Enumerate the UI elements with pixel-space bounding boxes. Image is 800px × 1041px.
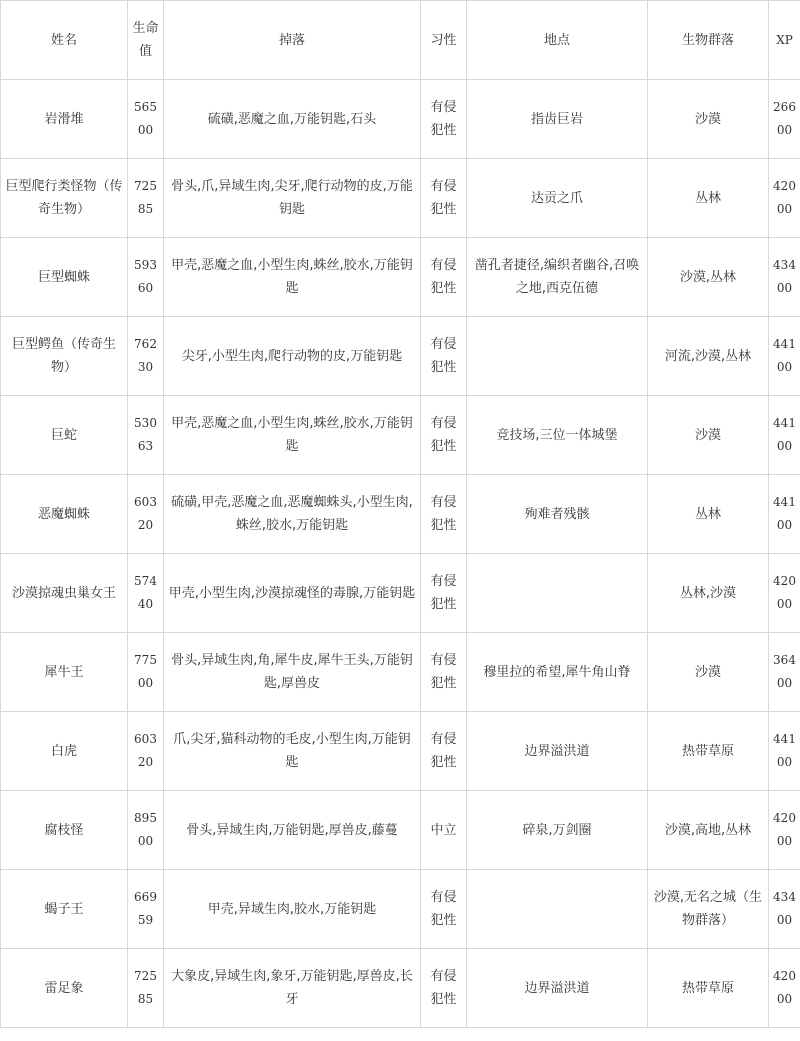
cell-xp: 42000 <box>769 949 800 1028</box>
cell-location <box>467 870 648 949</box>
cell-behavior: 有侵犯性 <box>421 633 467 712</box>
cell-drops: 骨头,异域生肉,万能钥匙,厚兽皮,藤蔓 <box>164 791 421 870</box>
cell-xp: 42000 <box>769 791 800 870</box>
table-row <box>1 238 800 317</box>
cell-xp: 42000 <box>769 159 800 238</box>
cell-biome: 沙漠,无名之城（生物群落） <box>648 870 769 949</box>
cell-hp: 60320 <box>128 475 164 554</box>
cell-hp: 66959 <box>128 870 164 949</box>
header-xp: XP <box>769 1 800 80</box>
table-body <box>1 80 800 1028</box>
cell-behavior: 有侵犯性 <box>421 712 467 791</box>
cell-name: 巨型蜘蛛 <box>1 238 128 317</box>
cell-hp: 59360 <box>128 238 164 317</box>
table-row <box>1 80 800 159</box>
header-behavior: 习性 <box>421 1 467 80</box>
cell-xp: 44100 <box>769 396 800 475</box>
cell-location: 凿孔者捷径,编织者幽谷,召唤之地,西克伍德 <box>467 238 648 317</box>
cell-xp: 43400 <box>769 238 800 317</box>
cell-biome: 沙漠 <box>648 633 769 712</box>
cell-name: 雷足象 <box>1 949 128 1028</box>
table-header <box>1 1 800 80</box>
cell-xp: 26600 <box>769 80 800 159</box>
cell-biome: 沙漠 <box>648 80 769 159</box>
cell-hp: 53063 <box>128 396 164 475</box>
table-row <box>1 554 800 633</box>
cell-drops: 骨头,爪,异域生肉,尖牙,爬行动物的皮,万能钥匙 <box>164 159 421 238</box>
cell-name: 蝎子王 <box>1 870 128 949</box>
table-row <box>1 475 800 554</box>
cell-location: 穆里拉的希望,犀牛角山脊 <box>467 633 648 712</box>
cell-biome: 丛林 <box>648 159 769 238</box>
cell-xp: 42000 <box>769 554 800 633</box>
cell-drops: 甲壳,恶魔之血,小型生肉,蛛丝,胶水,万能钥匙 <box>164 396 421 475</box>
cell-hp: 76230 <box>128 317 164 396</box>
header-name: 姓名 <box>1 1 128 80</box>
header-row <box>1 1 800 80</box>
header-drops: 掉落 <box>164 1 421 80</box>
cell-name: 白虎 <box>1 712 128 791</box>
cell-name: 腐枝怪 <box>1 791 128 870</box>
cell-biome: 沙漠,丛林 <box>648 238 769 317</box>
table-row <box>1 949 800 1028</box>
cell-behavior: 有侵犯性 <box>421 554 467 633</box>
cell-xp: 44100 <box>769 317 800 396</box>
cell-name: 犀牛王 <box>1 633 128 712</box>
cell-location <box>467 554 648 633</box>
cell-location: 达贡之爪 <box>467 159 648 238</box>
cell-drops: 尖牙,小型生肉,爬行动物的皮,万能钥匙 <box>164 317 421 396</box>
cell-behavior: 有侵犯性 <box>421 238 467 317</box>
cell-drops: 硫磺,甲壳,恶魔之血,恶魔蜘蛛头,小型生肉,蛛丝,胶水,万能钥匙 <box>164 475 421 554</box>
cell-hp: 56500 <box>128 80 164 159</box>
cell-name: 巨蛇 <box>1 396 128 475</box>
cell-biome: 河流,沙漠,丛林 <box>648 317 769 396</box>
cell-drops: 甲壳,小型生肉,沙漠掠魂怪的毒腺,万能钥匙 <box>164 554 421 633</box>
cell-drops: 骨头,异域生肉,角,犀牛皮,犀牛王头,万能钥匙,厚兽皮 <box>164 633 421 712</box>
cell-biome: 沙漠,高地,丛林 <box>648 791 769 870</box>
cell-location: 指齿巨岩 <box>467 80 648 159</box>
table-row <box>1 159 800 238</box>
cell-location: 殉难者残骸 <box>467 475 648 554</box>
table-row <box>1 791 800 870</box>
cell-xp: 36400 <box>769 633 800 712</box>
cell-behavior: 有侵犯性 <box>421 159 467 238</box>
cell-location: 边界溢洪道 <box>467 712 648 791</box>
cell-drops: 大象皮,异域生肉,象牙,万能钥匙,厚兽皮,长牙 <box>164 949 421 1028</box>
cell-drops: 甲壳,恶魔之血,小型生肉,蛛丝,胶水,万能钥匙 <box>164 238 421 317</box>
table-row <box>1 870 800 949</box>
cell-xp: 43400 <box>769 870 800 949</box>
cell-hp: 89500 <box>128 791 164 870</box>
cell-biome: 沙漠 <box>648 396 769 475</box>
header-hp: 生命值 <box>128 1 164 80</box>
header-location: 地点 <box>467 1 648 80</box>
cell-behavior: 有侵犯性 <box>421 949 467 1028</box>
cell-behavior: 有侵犯性 <box>421 475 467 554</box>
cell-biome: 丛林,沙漠 <box>648 554 769 633</box>
cell-drops: 爪,尖牙,猫科动物的毛皮,小型生肉,万能钥匙 <box>164 712 421 791</box>
table-row <box>1 396 800 475</box>
cell-hp: 72585 <box>128 949 164 1028</box>
cell-name: 巨型鳄鱼（传奇生物） <box>1 317 128 396</box>
cell-xp: 44100 <box>769 475 800 554</box>
cell-name: 恶魔蜘蛛 <box>1 475 128 554</box>
cell-name: 沙漠掠魂虫巢女王 <box>1 554 128 633</box>
cell-hp: 60320 <box>128 712 164 791</box>
cell-biome: 热带草原 <box>648 949 769 1028</box>
cell-name: 巨型爬行类怪物（传奇生物） <box>1 159 128 238</box>
table-row <box>1 712 800 791</box>
cell-behavior: 有侵犯性 <box>421 870 467 949</box>
cell-xp: 44100 <box>769 712 800 791</box>
cell-name: 岩滑堆 <box>1 80 128 159</box>
cell-behavior: 中立 <box>421 791 467 870</box>
table-row <box>1 633 800 712</box>
header-biome: 生物群落 <box>648 1 769 80</box>
cell-biome: 丛林 <box>648 475 769 554</box>
cell-hp: 72585 <box>128 159 164 238</box>
cell-behavior: 有侵犯性 <box>421 396 467 475</box>
cell-location: 竞技场,三位一体城堡 <box>467 396 648 475</box>
cell-location: 边界溢洪道 <box>467 949 648 1028</box>
cell-behavior: 有侵犯性 <box>421 80 467 159</box>
cell-drops: 甲壳,异域生肉,胶水,万能钥匙 <box>164 870 421 949</box>
cell-behavior: 有侵犯性 <box>421 317 467 396</box>
cell-biome: 热带草原 <box>648 712 769 791</box>
cell-location: 碎泉,万剑圈 <box>467 791 648 870</box>
cell-hp: 57440 <box>128 554 164 633</box>
table-row <box>1 317 800 396</box>
cell-hp: 77500 <box>128 633 164 712</box>
cell-drops: 硫磺,恶魔之血,万能钥匙,石头 <box>164 80 421 159</box>
cell-location <box>467 317 648 396</box>
